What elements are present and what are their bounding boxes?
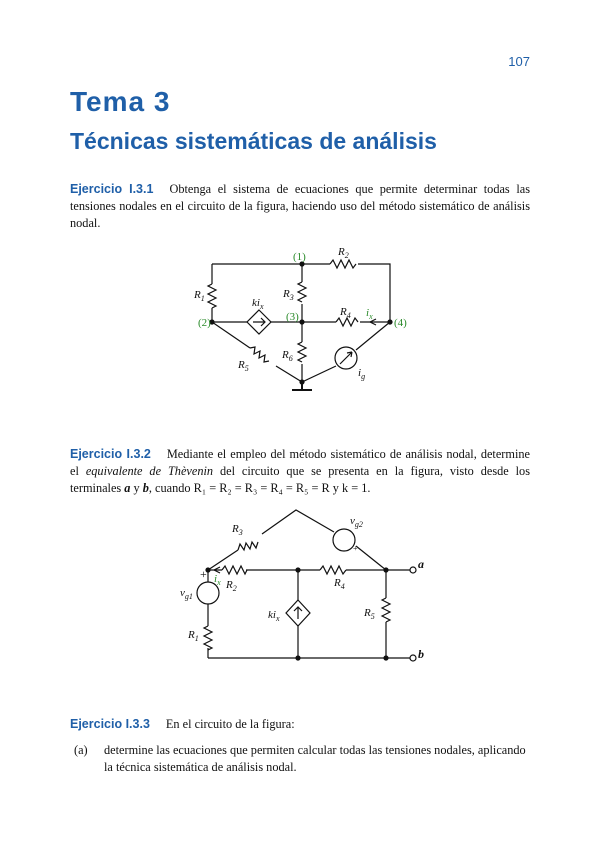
label-kix: $ki_x$ — [268, 609, 280, 623]
exercise-text-d: , cuando R₁ = R₂ = R₃ = R₄ = R₅ = R y k = 1. — [148, 481, 371, 495]
exercise-3 — [70, 716, 530, 733]
circuit-diagram-1 — [180, 240, 440, 400]
terminal-a: a — [124, 481, 131, 495]
terminal-b-label: b — [418, 647, 424, 661]
circuit-diagram-2 — [170, 502, 440, 672]
exercise-text-b: del circuito que se presenta en la figura, visto desde los terminales — [70, 464, 530, 495]
exercise-text: En el circuito de la figura: — [165, 717, 295, 731]
label-r6: $R_6$ — [282, 349, 293, 363]
exercise-2 — [70, 446, 530, 497]
node-label-2: (2) — [198, 317, 211, 329]
label-r1: $R_1$ — [194, 289, 205, 303]
exercise-text-a: Mediante el empleo del método sistemático de análisis nodal, determine el — [70, 447, 530, 478]
label-r5: $R_5$ — [238, 359, 249, 373]
exercise-3-items — [74, 742, 530, 776]
exercise-label: Ejercicio I.3.3 — [70, 717, 150, 731]
label-r2: $R_2$ — [338, 246, 349, 260]
label-r1: $R_1$ — [188, 629, 199, 643]
label-vg1: $v_{g1}$ — [180, 587, 193, 601]
svg-text:+: + — [353, 544, 358, 553]
node-label-3: (3) — [286, 311, 299, 323]
node-label-1: (1) — [293, 251, 306, 263]
label-ig: $i_g$ — [358, 367, 366, 381]
chapter-label: Tema 3 — [70, 86, 171, 117]
label-ix: $i_x$ — [366, 307, 373, 321]
label-r3: $R_3$ — [232, 523, 243, 537]
chapter-title: Técnicas sistemáticas de análisis — [70, 128, 437, 154]
label-r3: $R_3$ — [283, 288, 294, 302]
plus-sign: + — [200, 567, 207, 581]
terminal-b: b — [142, 481, 149, 495]
label-ix: $i_x$ — [214, 573, 221, 587]
exercise-emphasis: equivalente de Thèvenin — [85, 464, 214, 478]
exercise-label: Ejercicio I.3.2 — [70, 447, 151, 461]
label-r4: $R_4$ — [340, 306, 351, 320]
label-r4: $R_4$ — [334, 577, 345, 591]
exercise-text: Obtenga el sistema de ecuaciones que permite determinar todas las tensiones nodales en el circuito de la figura, haciendo uso del método sistemático de análisis nodal. — [70, 182, 530, 230]
node-label-4: (4) — [394, 317, 407, 329]
label-r5: $R_5$ — [364, 607, 375, 621]
terminal-a-label: a — [418, 557, 424, 571]
exercise-1 — [70, 181, 530, 232]
label-r2: $R_2$ — [226, 579, 237, 593]
label-kix: $ki_x$ — [252, 297, 264, 311]
page-number: 107 — [508, 54, 530, 69]
item-label: (a) — [74, 743, 88, 757]
label-vg2: $v_{g2}$ — [350, 515, 363, 529]
list-item — [74, 742, 530, 776]
item-text: determine las ecuaciones que permiten calcular todas las tensiones nodales, aplicando la técnica sistemática de análisis nodal. — [104, 743, 526, 774]
exercise-text-c: y — [130, 481, 143, 495]
exercise-label: Ejercicio I.3.1 — [70, 182, 154, 196]
